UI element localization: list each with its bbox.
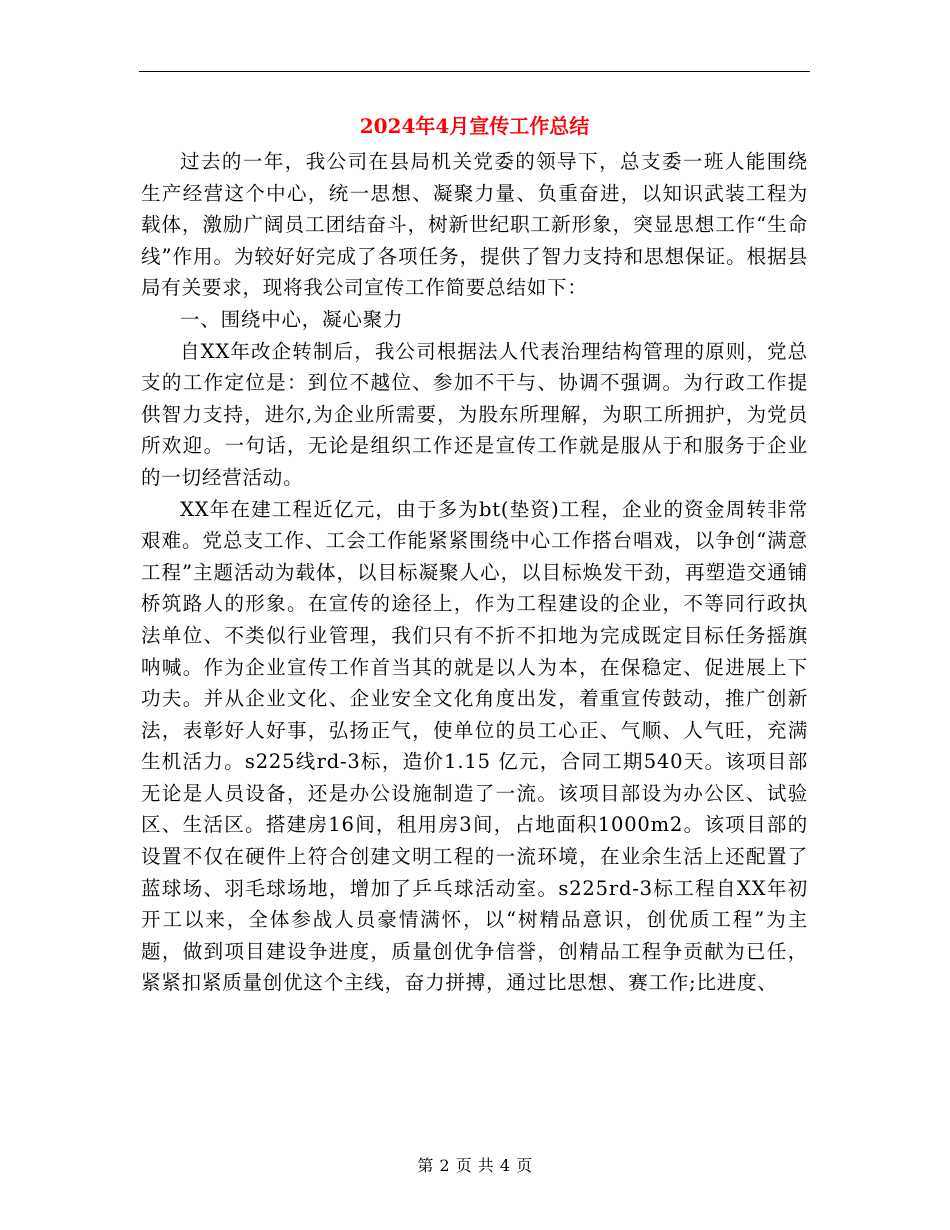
paragraph-intro: 过去的一年，我公司在县局机关党委的领导下，总支委一班人能围绕生产经营这个中心，统一思想、凝聚力量、负重奋进，以知识武装工程为载体，激励广阔员工团结奋斗，树新世纪职工新形象，突显思想工作“生命线”作用。为较好好完成了各项任务，提供了智力支持和思想保证。根据县局有关要求，现将我公司宣传工作简要总结如下： [141, 150, 808, 300]
paragraph: XX年在建工程近亿元，由于多为bt(垫资)工程，企业的资金周转非常艰难。党总支工作、工会工作能紧紧围绕中心工作搭台唱戏，以争创“满意工程”主题活动为载体，以目标凝聚人心，以目标焕发干劲，再塑造交通铺桥筑路人的形象。在宣传的途径上，作为工程建设的企业，不等同行政执法单位、不类似行业管理，我们只有不折不扣地为完成既定目标任务摇旗呐喊。作为企业宣传工作首当其的就是以人为本，在保稳定、促进展上下功夫。并从企业文化、企业安全文化角度出发，着重宣传鼓动，推广创新法，表彰好人好事，弘扬正气，使单位的员工心正、气顺、人气旺，充满生机活力。s225线rd-3标，造价1.15 亿元，合同工期540天。该项目部无论是人员设备，还是办公设施制造了一流。该项目部设为办公区、试验区、生活区。搭建房16间，租用房3间，占地面积1000m2。该项目部的设置不仅在硬件上符合创建文明工程的一流环境，在业余生活上还配置了蓝球场、羽毛球场地，增加了乒乓球活动室。s225rd-3标工程自XX年初开工以来，全体参战人员豪情满怀，以“树精品意识，创优质工程”为主题，做到项目建设争进度，质量创优争信誉，创精品工程争贡献为已任，紧紧扣紧质量创优这个主线，奋力拼搏，通过比思想、赛工作;比进度、 [141, 497, 808, 995]
section-heading: 一、围绕中心，凝心聚力 [180, 307, 404, 331]
document-body [141, 146, 808, 999]
page-number-footer: 第 2 页 共 4 页 [417, 1156, 533, 1175]
document-title: 2024年4月宣传工作总结 [359, 114, 590, 138]
header-rule [139, 71, 810, 72]
paragraph: 自XX年改企转制后，我公司根据法人代表治理结构管理的原则，党总支的工作定位是：到位不越位、参加不干与、协调不强调。为行政工作提供智力支持，进尔,为企业所需要，为股东所理解，为职工所拥护，为党员所欢迎。一句话，无论是组织工作还是宣传工作就是服从于和服务于企业的一切经营活动。 [141, 339, 808, 489]
